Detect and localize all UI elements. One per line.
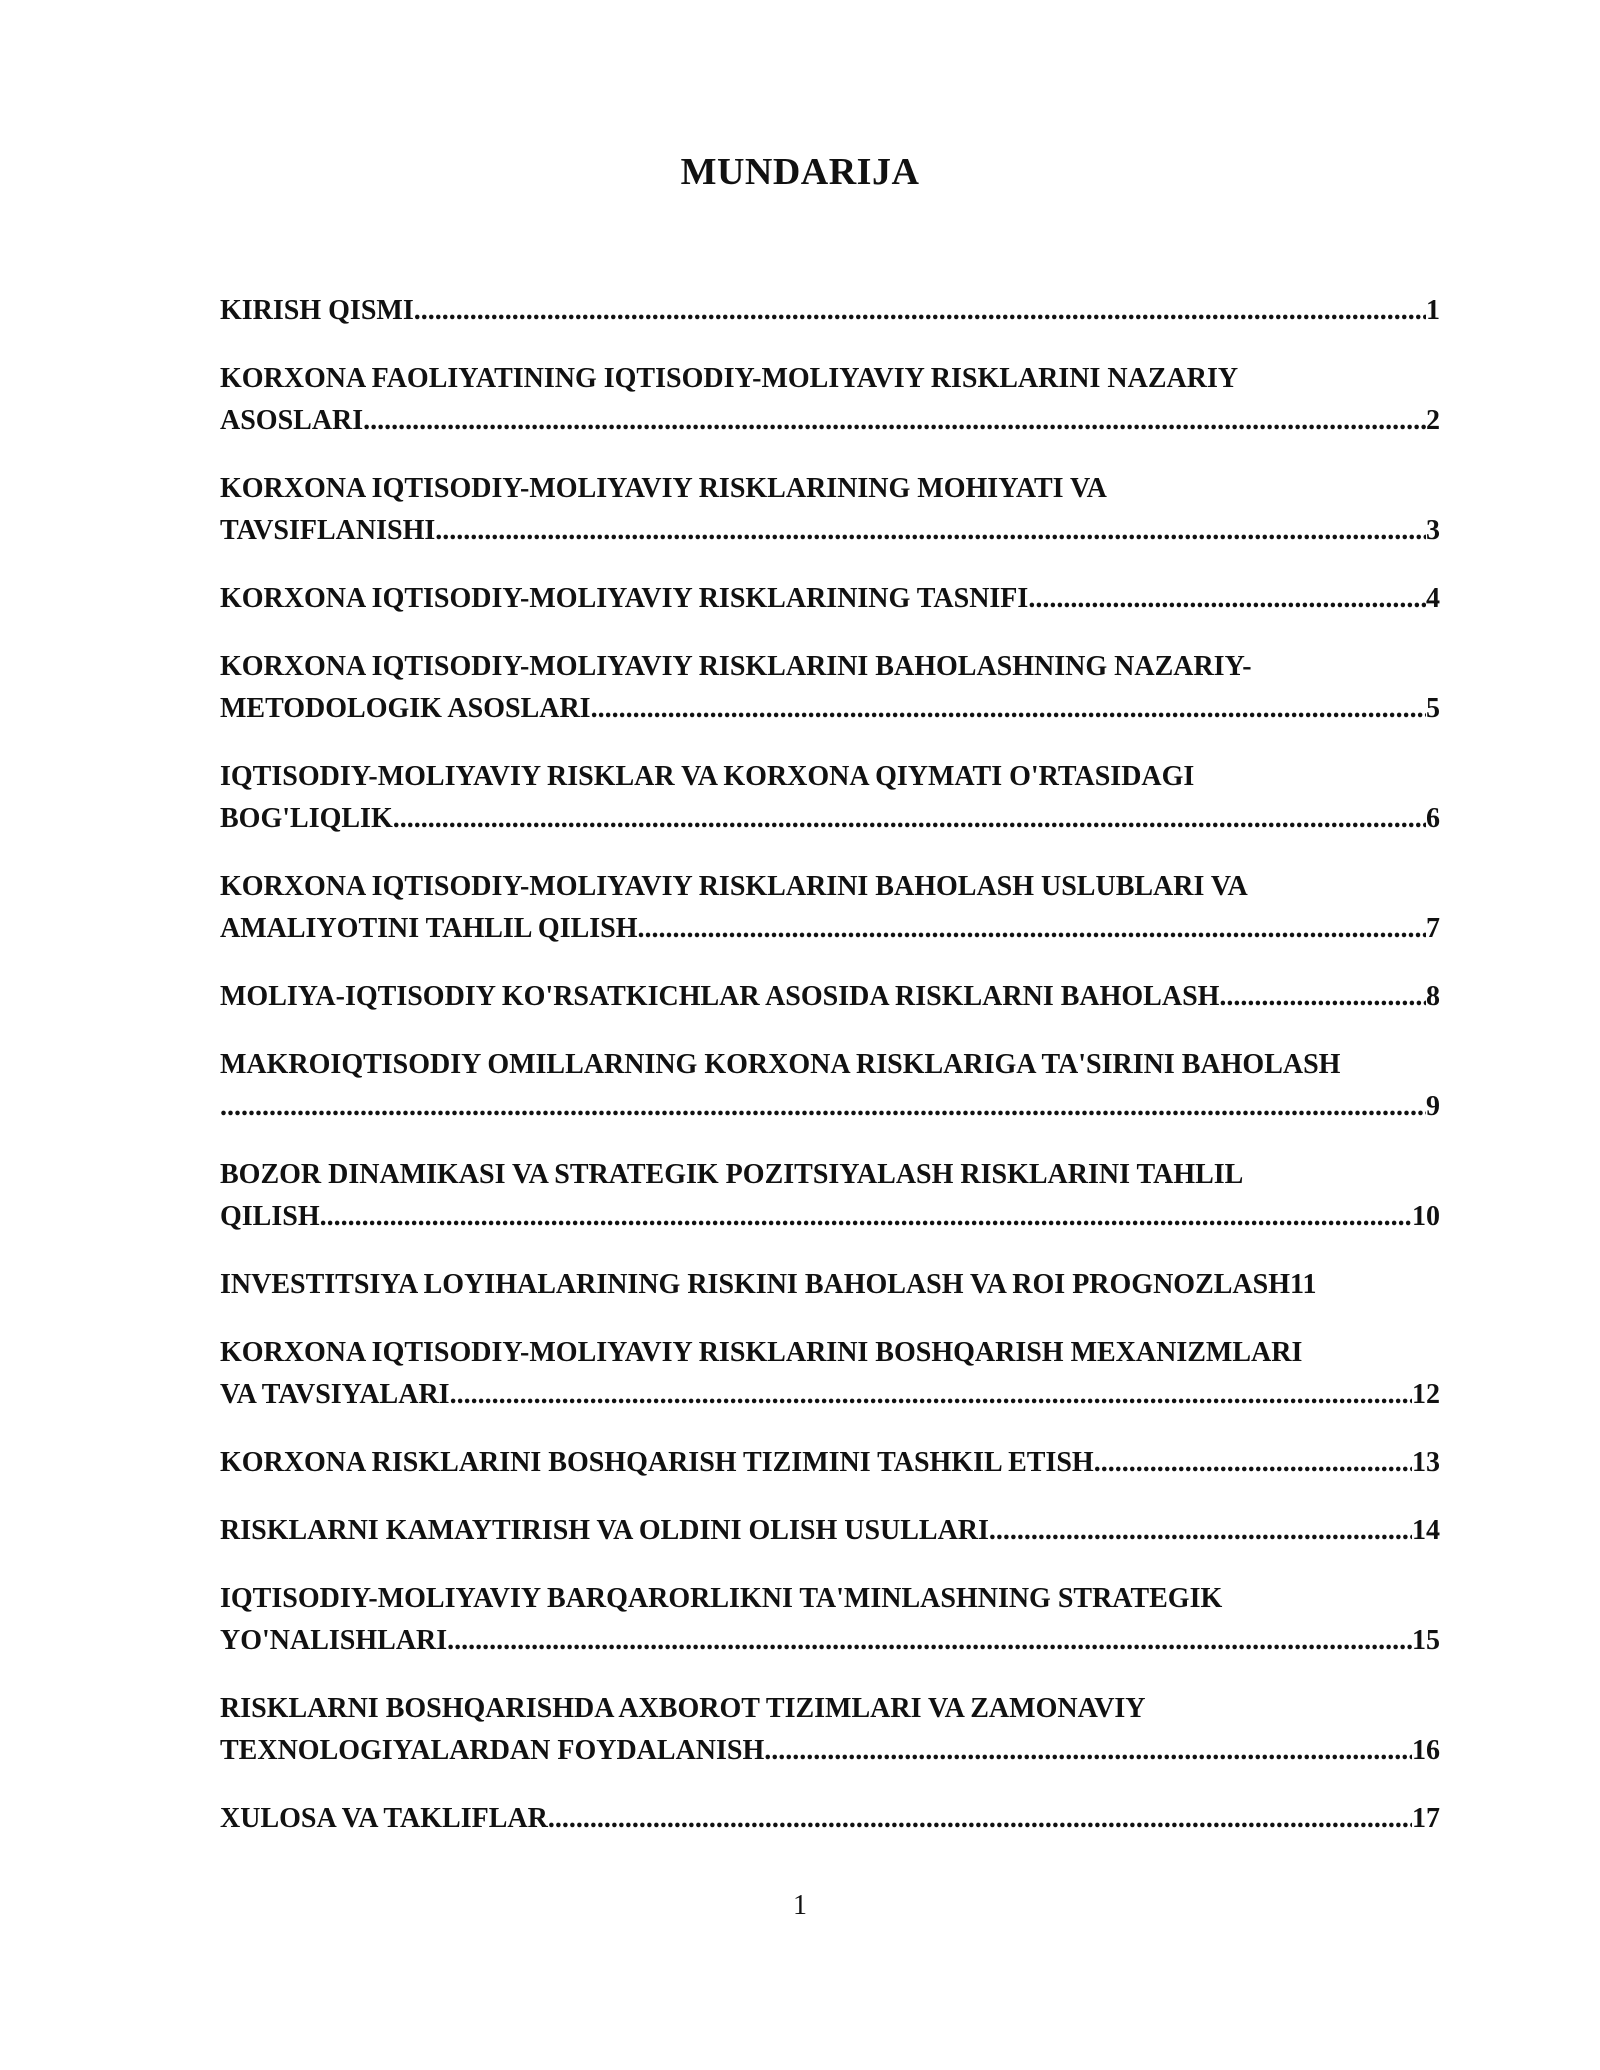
toc-entry-title-line: XULOSA VA TAKLIFLAR <box>220 1803 548 1834</box>
toc-entry-title-line: IQTISODIY-MOLIYAVIY RISKLAR VA KORXONA QIYMATI O'RTASIDAGI <box>220 761 1195 792</box>
toc-entry-line <box>220 908 1440 950</box>
dot-leader <box>220 1086 1426 1128</box>
toc-page-number: 7 <box>1426 913 1440 944</box>
toc-entry[interactable] <box>220 756 1440 840</box>
toc-entry[interactable] <box>220 358 1440 442</box>
toc-entry-title-line: BOG'LIQLIK <box>220 803 393 834</box>
toc-page-number: 5 <box>1426 693 1440 724</box>
toc-entry-line <box>220 1264 1440 1306</box>
toc-entry-title-line: KORXONA RISKLARINI BOSHQARISH TIZIMINI TASHKIL ETISH <box>220 1447 1094 1478</box>
toc-page-number: 4 <box>1426 583 1440 614</box>
dot-leader <box>414 290 1426 332</box>
toc-entry-title-line: KORXONA IQTISODIY-MOLIYAVIY RISKLARINI BAHOLASHNING NAZARIY- <box>220 651 1252 682</box>
toc-entry[interactable] <box>220 1264 1440 1306</box>
dot-leader <box>447 1620 1412 1662</box>
toc-entry[interactable] <box>220 646 1440 730</box>
dot-leader <box>363 400 1426 442</box>
dot-leader <box>1219 976 1426 1018</box>
toc-entry[interactable] <box>220 1044 1440 1128</box>
toc-entry-line <box>220 578 1440 620</box>
toc-entry-title-line: VA TAVSIYALARI <box>220 1379 450 1410</box>
toc-entry[interactable] <box>220 290 1440 332</box>
toc-entry-line <box>220 290 1440 332</box>
toc-entry-title-line: BOZOR DINAMIKASI VA STRATEGIK POZITSIYALASH RISKLARINI TAHLIL <box>220 1159 1244 1190</box>
table-of-contents <box>220 290 1440 1866</box>
toc-entry[interactable] <box>220 1332 1440 1416</box>
dot-leader <box>548 1798 1412 1840</box>
toc-entry-title-line: TAVSIFLANISHI <box>220 515 436 546</box>
page-number: 1 <box>793 1890 807 1921</box>
toc-entry-line <box>220 1374 1440 1416</box>
toc-entry-line <box>220 1510 1440 1552</box>
toc-entry-line <box>220 1442 1440 1484</box>
toc-page-number: 3 <box>1426 515 1440 546</box>
toc-entry-line <box>220 1196 1440 1238</box>
toc-entry[interactable] <box>220 578 1440 620</box>
toc-entry-line <box>220 1730 1440 1772</box>
toc-entry-line <box>220 1798 1440 1840</box>
toc-page-number: 16 <box>1412 1735 1440 1766</box>
toc-entry[interactable] <box>220 1154 1440 1238</box>
toc-entry-title-line: KORXONA IQTISODIY-MOLIYAVIY RISKLARINING MOHIYATI VA <box>220 473 1107 504</box>
toc-page-number: 14 <box>1412 1515 1440 1546</box>
toc-page-number: 17 <box>1412 1803 1440 1834</box>
toc-page-number: 12 <box>1412 1379 1440 1410</box>
toc-entry-title-line: IQTISODIY-MOLIYAVIY BARQARORLIKNI TA'MINLASHNING STRATEGIK <box>220 1583 1223 1614</box>
toc-entry[interactable] <box>220 1442 1440 1484</box>
toc-page-number: 13 <box>1412 1447 1440 1478</box>
dot-leader <box>320 1196 1412 1238</box>
toc-entry[interactable] <box>220 1798 1440 1840</box>
toc-entry-line <box>220 976 1440 1018</box>
toc-entry-title-line: RISKLARNI KAMAYTIRISH VA OLDINI OLISH USULLARI <box>220 1515 989 1546</box>
toc-entry-title-line: KIRISH QISMI <box>220 295 414 326</box>
toc-entry-title-line: KORXONA IQTISODIY-MOLIYAVIY RISKLARINING TASNIFI <box>220 583 1029 614</box>
dot-leader <box>638 908 1426 950</box>
toc-entry[interactable] <box>220 468 1440 552</box>
dot-leader <box>1028 578 1426 620</box>
toc-entry[interactable] <box>220 1688 1440 1772</box>
dot-leader <box>1094 1442 1412 1484</box>
toc-entry-title-line: METODOLOGIK ASOSLARI <box>220 693 591 724</box>
toc-entry-title-line: KORXONA FAOLIYATINING IQTISODIY-MOLIYAVIY RISKLARINI NAZARIY <box>220 363 1239 394</box>
toc-entry-title-line: KORXONA IQTISODIY-MOLIYAVIY RISKLARINI BAHOLASH USLUBLARI VA <box>220 871 1248 902</box>
toc-entry-title-line: RISKLARNI BOSHQARISHDA AXBOROT TIZIMLARI VA ZAMONAVIY <box>220 1693 1146 1724</box>
toc-entry-title-line: QILISH <box>220 1201 320 1232</box>
toc-entry[interactable] <box>220 866 1440 950</box>
dot-leader <box>591 688 1426 730</box>
dot-leader <box>764 1730 1412 1772</box>
toc-entry[interactable] <box>220 1578 1440 1662</box>
toc-entry[interactable] <box>220 976 1440 1018</box>
toc-entry[interactable] <box>220 1510 1440 1552</box>
toc-page-number: 6 <box>1426 803 1440 834</box>
toc-entry-line <box>220 510 1440 552</box>
toc-page-number: 8 <box>1426 981 1440 1012</box>
toc-entry-title-line: YO'NALISHLARI <box>220 1625 448 1656</box>
dot-leader <box>435 510 1426 552</box>
toc-entry-line <box>220 688 1440 730</box>
page-title: MUNDARIJA <box>680 151 920 193</box>
toc-entry-line <box>220 798 1440 840</box>
toc-entry-title-line: AMALIYOTINI TAHLIL QILISH <box>220 913 638 944</box>
dot-leader <box>989 1510 1412 1552</box>
toc-entry-line <box>220 1086 1440 1128</box>
toc-page-number: 9 <box>1426 1091 1440 1122</box>
toc-entry-line <box>220 400 1440 442</box>
toc-entry-title-line: MOLIYA-IQTISODIY KO'RSATKICHLAR ASOSIDA RISKLARNI BAHOLASH <box>220 981 1220 1012</box>
toc-entry-title-line: ASOSLARI <box>220 405 364 436</box>
toc-page-number: 2 <box>1426 405 1440 436</box>
toc-entry-title-line: INVESTITSIYA LOYIHALARINING RISKINI BAHOLASH VA ROI PROGNOZLASH <box>220 1269 1291 1300</box>
toc-entry-line <box>220 1620 1440 1662</box>
toc-page-number: 15 <box>1412 1625 1440 1656</box>
dot-leader <box>393 798 1426 840</box>
toc-entry-title-line: KORXONA IQTISODIY-MOLIYAVIY RISKLARINI BOSHQARISH MEXANIZMLARI <box>220 1337 1303 1368</box>
toc-page-number: 1 <box>1426 295 1440 326</box>
toc-entry-title-line: TEXNOLOGIYALARDAN FOYDALANISH <box>220 1735 765 1766</box>
toc-page-number: 11 <box>1290 1269 1317 1300</box>
toc-entry-title-line: MAKROIQTISODIY OMILLARNING KORXONA RISKLARIGA TA'SIRINI BAHOLASH <box>220 1049 1341 1080</box>
toc-page-number: 10 <box>1412 1201 1440 1232</box>
dot-leader <box>450 1374 1412 1416</box>
